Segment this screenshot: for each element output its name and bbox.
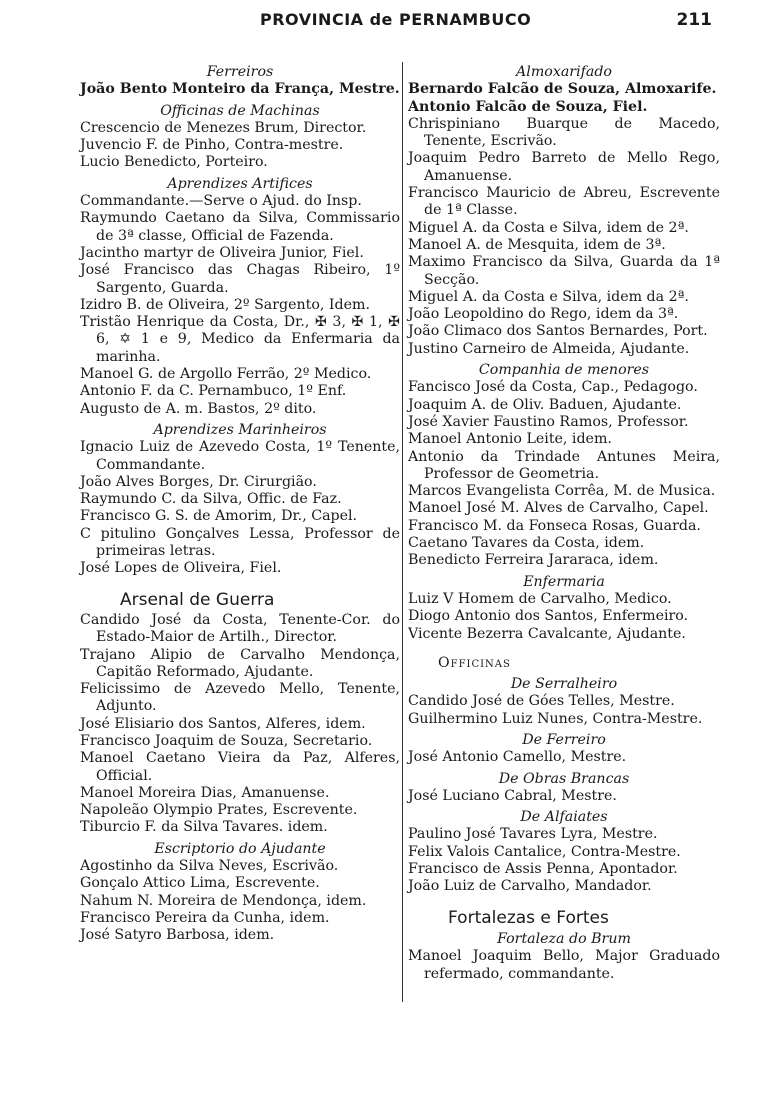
entry-line: Francisco Joaquim de Souza, Secretario.: [80, 732, 373, 749]
column-divider: [402, 62, 403, 1002]
entry-line: Miguel A. da Costa e Silva, idem de 2ª.: [408, 219, 689, 236]
entry-line: João Climaco dos Santos Bernardes, Port.: [408, 323, 708, 340]
section-heading: Escriptorio do Ajudante: [154, 840, 326, 857]
entry-line: Manoel José M. Alves de Carvalho, Capel.: [408, 500, 709, 517]
entry-line: José Satyro Barbosa, idem.: [80, 927, 275, 944]
entry-line: Antonio da Trindade Antunes Meira, Professor de Geometria.: [408, 448, 720, 482]
section-heading: Aprendizes Marinheiros: [153, 421, 327, 438]
entry-line: Manoel Antonio Leite, idem.: [408, 431, 612, 448]
entry-line: C pitulino Gonçalves Lessa, Professor de primeiras letras.: [80, 525, 400, 560]
section-heading: Ferreiros: [206, 64, 274, 80]
entry-line: Lucio Benedicto, Porteiro.: [80, 154, 268, 171]
section-heading: Almoxarifado: [516, 64, 612, 80]
entry-line: José Antonio Camello, Mestre.: [408, 749, 627, 766]
entry-line: Tiburcio F. da Silva Tavares. idem.: [80, 819, 328, 836]
section-heading: Aprendizes Artifices: [167, 175, 313, 192]
entry-line: Maximo Francisco da Silva, Guarda da 1ª Secção.: [408, 254, 720, 288]
entry-line: Justino Carneiro de Almeida, Ajudante.: [408, 340, 690, 357]
entry-line: João Alves Borges, Dr. Cirurgião.: [80, 473, 317, 490]
entry-line: Manoel Joaquim Bello, Major Graduado refermado, commandante.: [408, 948, 720, 982]
entry-line: Gonçalo Attico Lima, Escrevente.: [80, 875, 320, 892]
entry-line: Miguel A. da Costa e Silva, idem da 2ª.: [408, 288, 689, 305]
entry-line: Joaquim A. de Oliv. Baduen, Ajudante.: [408, 396, 682, 413]
entry-line: Commandante.—Serve o Ajud. do Insp.: [80, 193, 362, 210]
entry-line: Raymundo C. da Silva, Offic. de Faz.: [80, 491, 342, 508]
entry-line: Fancisco José da Costa, Cap., Pedagogo.: [408, 379, 698, 396]
entry-line: Francisco G. S. de Amorim, Dr., Capel.: [80, 508, 358, 525]
entry-line: Crescencio de Menezes Brum, Director.: [80, 119, 367, 136]
section-heading: Enfermaria: [523, 573, 605, 590]
entry-line: Vicente Bezerra Cavalcante, Ajudante.: [408, 625, 686, 642]
entry-line: José Xavier Faustino Ramos, Professor.: [408, 413, 689, 430]
right-column: [408, 60, 720, 983]
entry-line: Agostinho da Silva Neves, Escrivão.: [80, 858, 339, 875]
entry-line: José Elisiario dos Santos, Alferes, idem.: [80, 715, 366, 732]
entry-line: Francisco Mauricio de Abreu, Escrevente de 1ª Classe.: [408, 185, 720, 219]
entry-line: Guilhermino Luiz Nunes, Contra-Mestre.: [408, 710, 703, 727]
entry-line: Antonio Falcão de Souza, Fiel.: [408, 98, 648, 115]
entry-line: Paulino José Tavares Lyra, Mestre.: [408, 826, 658, 843]
entry-line: Izidro B. de Oliveira, 2º Sargento, Idem.: [80, 296, 370, 313]
entry-line: Jacintho martyr de Oliveira Junior, Fiel.: [80, 244, 364, 261]
section-heading: De Obras Brancas: [498, 770, 630, 787]
entry-line: Francisco de Assis Penna, Apontador.: [408, 861, 678, 878]
section-heading: De Ferreiro: [522, 731, 606, 748]
entry-line: José Luciano Cabral, Mestre.: [408, 787, 617, 804]
entry-line: Francisco M. da Fonseca Rosas, Guarda.: [408, 517, 701, 534]
entry-line: Felicissimo de Azevedo Mello, Tenente, Adjunto.: [80, 681, 400, 715]
major-heading: Fortalezas e Fortes: [448, 907, 609, 928]
entry-line: João Leopoldino do Rego, idem da 3ª.: [408, 306, 679, 323]
entry-line: Chrispiniano Buarque de Macedo, Tenente, Escrivão.: [408, 115, 720, 150]
entry-line: Manoel G. de Argollo Ferrão, 2º Medico.: [80, 366, 372, 383]
section-heading: Fortaleza do Brum: [497, 930, 631, 947]
entry-line: Manoel A. de Mesquita, idem de 3ª.: [408, 236, 666, 253]
entry-line: Manoel Moreira Dias, Amanuense.: [80, 784, 330, 801]
section-heading: Companhia de menores: [478, 362, 650, 379]
page-header: [80, 6, 718, 36]
entry-line: José Francisco das Chagas Ribeiro, 1º Sargento, Guarda.: [80, 262, 400, 296]
entry-line: Tristão Henrique da Costa, Dr., ✠ 3, ✠ 1, ✠ 6, ✡ 1 e 9, Medico da Enfermaria da marinha.: [80, 314, 400, 365]
section-heading: De Alfaiates: [520, 809, 608, 826]
running-title: PROVINCIA de PERNAMBUCO: [260, 10, 532, 29]
major-heading: Arsenal de Guerra: [120, 589, 275, 610]
entry-line: Trajano Alipio de Carvalho Mendonça, Capitão Reformado, Ajudante.: [80, 646, 400, 680]
spacer: [408, 643, 720, 651]
entry-line: Nahum N. Moreira de Mendonça, idem.: [80, 892, 367, 909]
entry-line: Felix Valois Cantalice, Contra-Mestre.: [408, 843, 681, 860]
entry-line: Augusto de A. m. Bastos, 2º dito.: [80, 400, 317, 417]
entry-line: Luiz V Homem de Carvalho, Medico.: [408, 590, 672, 607]
entry-line: Benedicto Ferreira Jararaca, idem.: [408, 552, 659, 569]
entry-line: Joaquim Pedro Barreto de Mello Rego, Amanuense.: [408, 150, 720, 184]
left-column: [80, 60, 400, 945]
entry-line: Diogo Antonio dos Santos, Enfermeiro.: [408, 608, 689, 625]
entry-line: Manoel Caetano Vieira da Paz, Alferes, Official.: [80, 750, 400, 784]
entry-line: José Lopes de Oliveira, Fiel.: [80, 560, 282, 577]
section-heading: De Serralheiro: [510, 676, 618, 693]
section-heading: Officinas de Machinas: [160, 102, 320, 119]
entry-line: João Bento Monteiro da França, Mestre.: [80, 81, 400, 98]
entry-line: Juvencio F. de Pinho, Contra-mestre.: [80, 137, 344, 154]
entry-line: Caetano Tavares da Costa, idem.: [408, 535, 645, 552]
section-heading: Officinas: [438, 654, 511, 671]
entry-line: Napoleão Olympio Prates, Escrevente.: [80, 802, 358, 819]
entry-line: Candido José de Góes Telles, Mestre.: [408, 693, 675, 710]
entry-line: Marcos Evangelista Corrêa, M. de Musica.: [408, 483, 716, 500]
entry-line: João Luiz de Carvalho, Mandador.: [408, 878, 652, 895]
entry-line: Candido José da Costa, Tenente-Cor. do Estado-Maior de Artilh., Director.: [80, 611, 400, 646]
page-number: 211: [676, 10, 712, 30]
entry-line: Antonio F. da C. Pernambuco, 1º Enf.: [80, 383, 347, 400]
entry-line: Ignacio Luiz de Azevedo Costa, 1º Tenente, Commandante.: [80, 439, 400, 473]
entry-line: Raymundo Caetano da Silva, Commissario de 3ª classe, Official de Fazenda.: [80, 210, 400, 244]
entry-line: Bernardo Falcão de Souza, Almoxarife.: [408, 81, 717, 98]
entry-line: Francisco Pereira da Cunha, idem.: [80, 909, 330, 926]
